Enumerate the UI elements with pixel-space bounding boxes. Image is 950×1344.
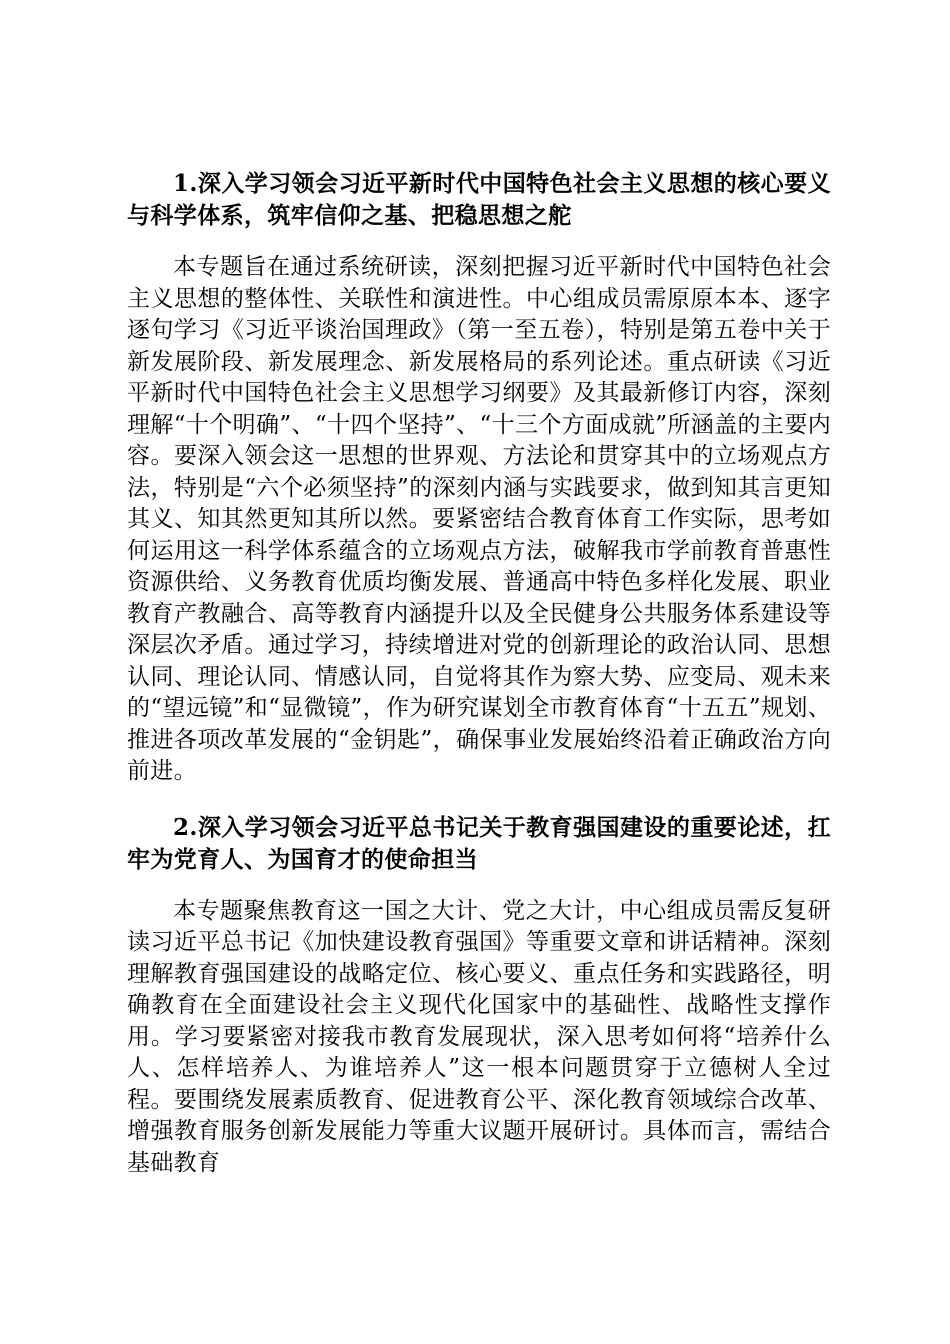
section-2-heading: 2.深入学习领会习近平总书记关于教育强国建设的重要论述，扛牢为党育人、为国育才的使命担当 xyxy=(127,813,831,873)
document-page xyxy=(127,168,831,1179)
section-2-body: 本专题聚焦教育这一国之大计、党之大计，中心组成员需反复研读习近平总书记《加快建设教育强国》等重要文章和讲话精神。深刻理解教育强国建设的战略定位、核心要义、重点任务和实践路径，明确教育在全面建设社会主义现代化国家中的基础性、战略性支撑作用。学习要紧密对接我市教育发展现状，深入思考如何将“培养什么人、怎样培养人、为谁培养人”这一根本问题贯穿于立德树人全过程。要围绕发展素质教育、促进教育公平、深化教育领域综合改革、增强教育服务创新发展能力等重大议题开展研讨。具体而言，需结合基础教育 xyxy=(127,897,831,1176)
spacer xyxy=(127,232,831,252)
spacer xyxy=(127,876,831,896)
spacer xyxy=(127,788,831,812)
section-1-heading: 1.深入学习领会习近平新时代中国特色社会主义思想的核心要义与科学体系，筑牢信仰之基、把稳思想之舵 xyxy=(127,170,831,229)
section-1-body: 本专题旨在通过系统研读，深刻把握习近平新时代中国特色社会主义思想的整体性、关联性和演进性。中心组成员需原原本本、逐字逐句学习《习近平谈治国理政》（第一至五卷），特别是第五卷中关于新发展阶段、新发展理念、新发展格局的系列论述。重点研读《习近平新时代中国特色社会主义思想学习纲要》及其最新修订内容，深刻理解“十个明确”、“十四个坚持”、“十三个方面成就”所涵盖的主要内容。要深入领会这一思想的世界观、方法论和贯穿其中的立场观点方法，特别是“六个必须坚持”的深刻内涵与实践要求，做到知其言更知其义、知其然更知其所以然。要紧密结合教育体育工作实际，思考如何运用这一科学体系蕴含的立场观点方法，破解我市学前教育普惠性资源供给、义务教育优质均衡发展、普通高中特色多样化发展、职业教育产教融合、高等教育内涵提升以及全民健身公共服务体系建设等深层次矛盾。通过学习，持续增进对党的创新理论的政治认同、思想认同、理论认同、情感认同，自觉将其作为察大势、应变局、观未来的“望远镜”和“显微镜”，作为研究谋划全市教育体育“十五五”规划、推进各项改革发展的“金钥匙”，确保事业发展始终沿着正确政治方向前进。 xyxy=(127,254,831,784)
